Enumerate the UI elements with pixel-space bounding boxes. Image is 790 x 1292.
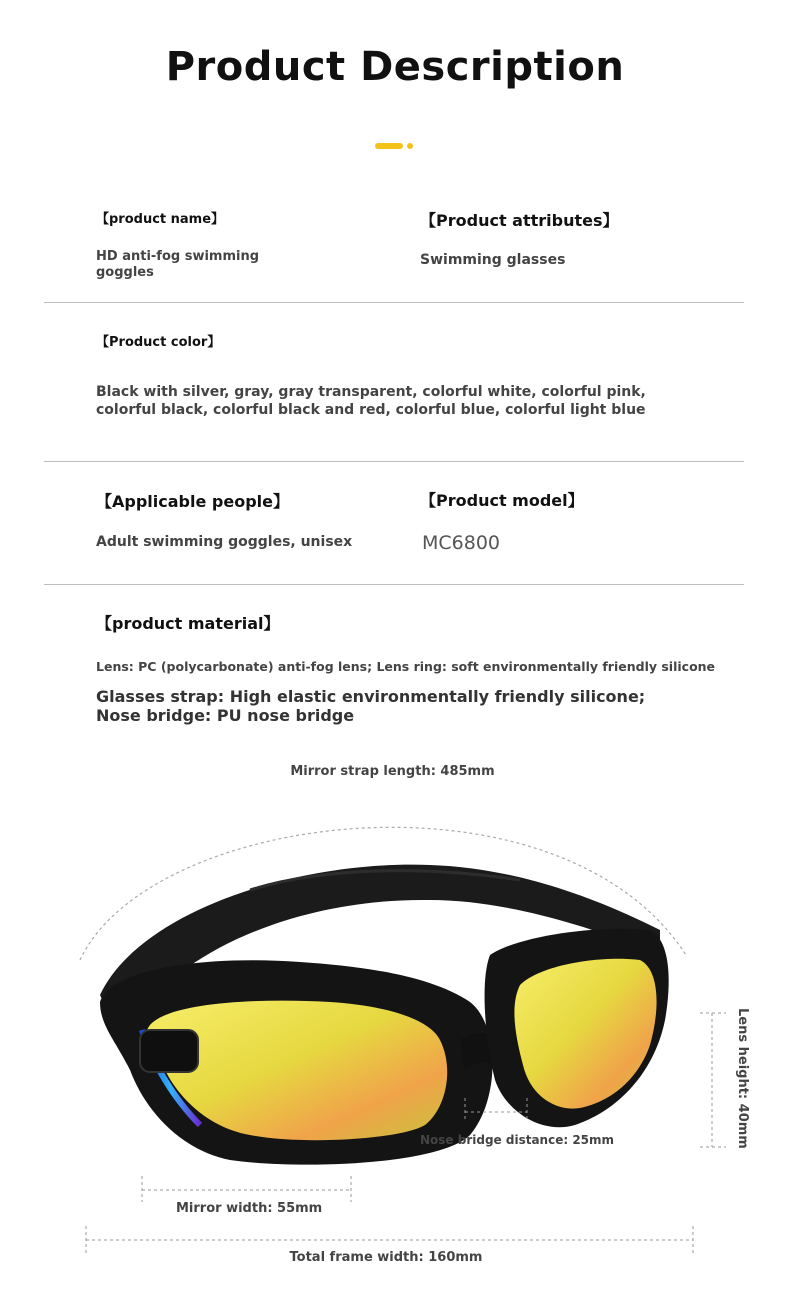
mirror-width-label: Mirror width: 55mm (176, 1201, 323, 1216)
product-attributes-label: 【Product attributes】 (420, 211, 619, 230)
total-width-label: Total frame width: 160mm (289, 1250, 483, 1265)
product-material-label: 【product material】 (96, 614, 280, 633)
strap-buckle (140, 1030, 198, 1072)
applicable-people-value: Adult swimming goggles, unisex (96, 534, 353, 550)
product-color-line-2: colorful black, colorful black and red, colorful blue, colorful light blue (96, 402, 646, 418)
title-accent-bar (375, 143, 403, 149)
product-color-line-1: Black with silver, gray, gray transparent, colorful white, colorful pink, (96, 384, 646, 400)
product-color-label: 【Product color】 (96, 335, 221, 350)
lens-height-label: Lens height: 40mm (735, 1008, 750, 1149)
product-model-label: 【Product model】 (420, 491, 584, 510)
material-line-3: Nose bridge: PU nose bridge (96, 706, 355, 725)
product-name-label: 【product name】 (96, 212, 225, 227)
title-accent-dot (407, 143, 413, 149)
product-attributes-value: Swimming glasses (420, 252, 566, 268)
divider-1 (44, 302, 744, 303)
page-title: Product Description (165, 44, 625, 90)
nose-bridge-label: Nose bridge distance: 25mm (420, 1133, 615, 1147)
material-line-2: Glasses strap: High elastic environmentally friendly silicone; (96, 687, 646, 706)
strap-length-label: Mirror strap length: 485mm (290, 764, 495, 779)
goggles-diagram (0, 740, 790, 1292)
product-model-value: MC6800 (422, 532, 501, 554)
product-name-value: HD anti-fog swimming goggles (96, 249, 260, 280)
right-lens (514, 959, 656, 1109)
material-line-1: Lens: PC (polycarbonate) anti-fog lens; Lens ring: soft environmentally friendly silicone (96, 659, 716, 674)
divider-3 (44, 584, 744, 585)
divider-2 (44, 461, 744, 462)
applicable-people-label: 【Applicable people】 (96, 492, 289, 511)
